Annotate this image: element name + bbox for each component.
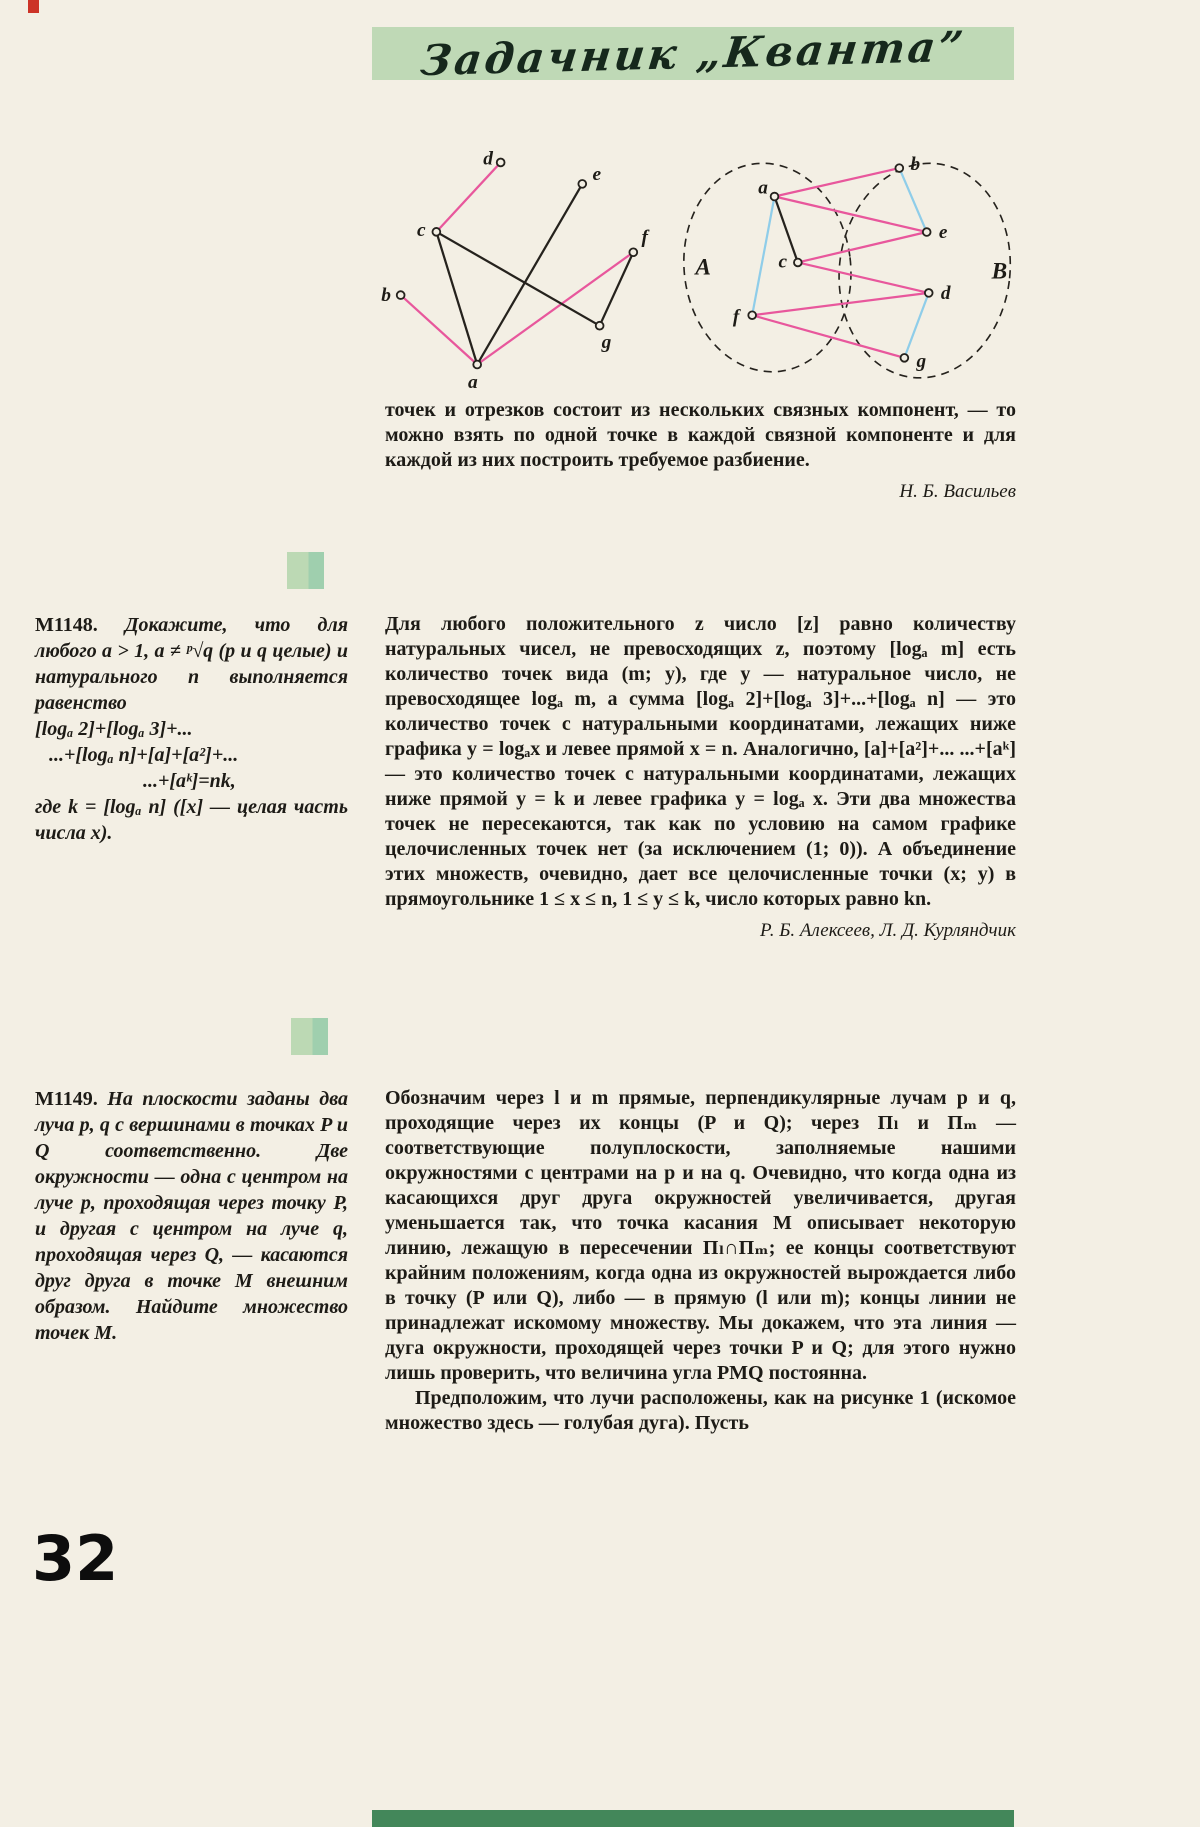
graph-node-label-c: c [778, 251, 788, 273]
graph-node-label-g: g [916, 350, 927, 372]
graph-edge-c-d [436, 162, 500, 231]
graph-figure-components [671, 140, 1016, 390]
solution-m1148-text: Для любого положительного z число [z] равно количеству натуральных чисел, не превосходящих z, поэтому [logₐ m] есть количество точек вида (m; y), где y — натуральное число, не превосходящее logₐ m, а сумма [logₐ 2]+[logₐ 3]+...+[logₐ n] — это количество точек с натуральными координатами, лежащих ниже графика y = logₐx и левее прямой x = n. Аналогично, [a]+[a²]+... ...+[aᵏ] — это количество точек с натуральными координатами, лежащих ниже прямой y = k и левее графика y = logₐ x. Эти два множества точек не пересекаются, так как по условию на самом графике целочисленных точек нет (за исключением (1; 0)). А объединение этих множеств, очевидно, дает все целочисленные точки (x; y) в прямоугольнике 1 ≤ x ≤ n, 1 ≤ y ≤ k, число которых равно kn. [385, 613, 1016, 910]
graph-node-e [578, 180, 586, 188]
graph-edge-a-f [752, 197, 774, 316]
section-title: Задачник „Кванта” [417, 21, 969, 86]
intro-author: Н. Б. Васильев [899, 481, 1016, 502]
graph-node-f [748, 311, 756, 319]
solution-m1148 [385, 612, 1016, 942]
graph-node-g [596, 322, 604, 330]
intro-paragraph: точек и отрезков состоит из нескольких связных компонент, — то можно взять по одной точке в каждой связной компоненте и для каждой из них построить требуемое разбиение. [385, 399, 1016, 471]
graph-node-b [895, 164, 903, 172]
page-number: 32 [32, 1522, 119, 1595]
graph-node-label-f: f [732, 306, 740, 328]
m1148-formula-line-3: ...+[aᵏ]=nk, [143, 770, 236, 792]
graph-node-label-f: f [641, 227, 648, 249]
graph-figure-segments [378, 140, 658, 390]
graph-node-c [432, 228, 440, 236]
problem-m1149 [35, 1086, 348, 1346]
graph-edge-a-b [775, 168, 900, 196]
problem-m1148 [35, 612, 348, 846]
m1148-formula-line-2: ...+[logₐ n]+[a]+[a²]+... [49, 744, 239, 766]
graph-node-label-e: e [938, 222, 948, 244]
graph-edge-c-e [798, 232, 927, 262]
graph-edge-c-d [798, 262, 929, 292]
problem-m1149-number: М1149. [35, 1088, 98, 1110]
set-label-B: B [991, 258, 1008, 285]
section-banner [372, 21, 1014, 86]
graph-node-label-a: a [468, 371, 478, 390]
red-corner-mark [28, 0, 39, 13]
problem-m1148-number: М1148. [35, 614, 98, 636]
graph-node-label-d: d [940, 282, 951, 304]
graph-edge-b-e [899, 168, 926, 232]
graph-figures [378, 140, 1016, 396]
footer-bar [372, 1810, 1014, 1827]
graph-node-f [629, 248, 637, 256]
graph-node-label-b: b [910, 154, 921, 176]
problem-m1148-statement-end: где k = [logₐ n] ([x] — целая часть числа x). [35, 796, 348, 844]
graph-node-d [497, 159, 505, 167]
solution-m1148-authors: Р. Б. Алексеев, Л. Д. Курляндчик [760, 920, 1016, 941]
graph-edge-d-g [904, 293, 928, 358]
graph-node-label-d: d [483, 148, 493, 170]
graph-node-label-c: c [416, 219, 426, 241]
graph-edge-a-e [775, 197, 927, 233]
graph-edge-f-g [752, 315, 904, 358]
intro-block [385, 398, 1016, 503]
solution-m1149-paragraph-1: Обозначим через l и m прямые, перпендикулярные лучам p и q, проходящие через их концы (P и Q); через Пₗ и Пₘ — соответствующие полуплоскости, заполняемые нашими окружностями с центрами на p и на q. Очевидно, что когда одна из касающихся друг друга окружностей увеличивается, другая уменьшается так, что точка касания M описывает некоторую линию, лежащую в пересечении Пₗ∩Пₘ; ее концы соответствуют крайним положениям, когда одна из окружностей вырождается либо в точку (P или Q), либо — в прямую (l или m); концы линии не принадлежат искомому множеству. Мы докажем, что эта линия — дуга окружности, проходящей через точки P и Q; для этого нужно лишь проверить, что величина угла PMQ постоянна. [385, 1087, 1016, 1384]
solution-m1149-paragraph-2: Предположим, что лучи расположены, как на рисунке 1 (искомое множество здесь — голубая дуга). Пусть [385, 1387, 1016, 1434]
graph-node-g [901, 354, 909, 362]
graph-node-e [923, 228, 931, 236]
green-square-divider-2 [291, 1018, 328, 1055]
graph-node-label-b: b [381, 285, 391, 307]
graph-node-a [771, 193, 779, 201]
graph-node-b [397, 291, 405, 299]
graph-node-label-g: g [601, 332, 612, 354]
graph-node-c [794, 259, 802, 267]
graph-node-a [473, 361, 481, 369]
problem-m1148-statement-start: Докажите, что для любого a > 1, a ≠ ᵖ√q (p и q целые) и натурального n выполняется равенство [35, 614, 349, 714]
graph-node-label-e: e [592, 163, 602, 185]
graph-edge-e-a [477, 184, 582, 365]
m1148-formula-line-1: [logₐ 2]+[logₐ 3]+... [35, 718, 193, 740]
green-square-divider-1 [287, 552, 324, 589]
solution-m1149 [385, 1086, 1016, 1436]
graph-edge-f-d [752, 293, 929, 315]
graph-node-d [925, 289, 933, 297]
problem-m1149-statement: На плоскости заданы два луча p, q с вершинами в точках P и Q соответственно. Две окружности — одна с центром на луче p, проходящая через точку P, и другая с центром на луче q, проходящая через Q, — касаются друг друга в точке M внешним образом. Найдите множество точек M. [35, 1088, 348, 1344]
set-label-A: A [695, 254, 711, 281]
graph-node-label-a: a [758, 177, 768, 199]
